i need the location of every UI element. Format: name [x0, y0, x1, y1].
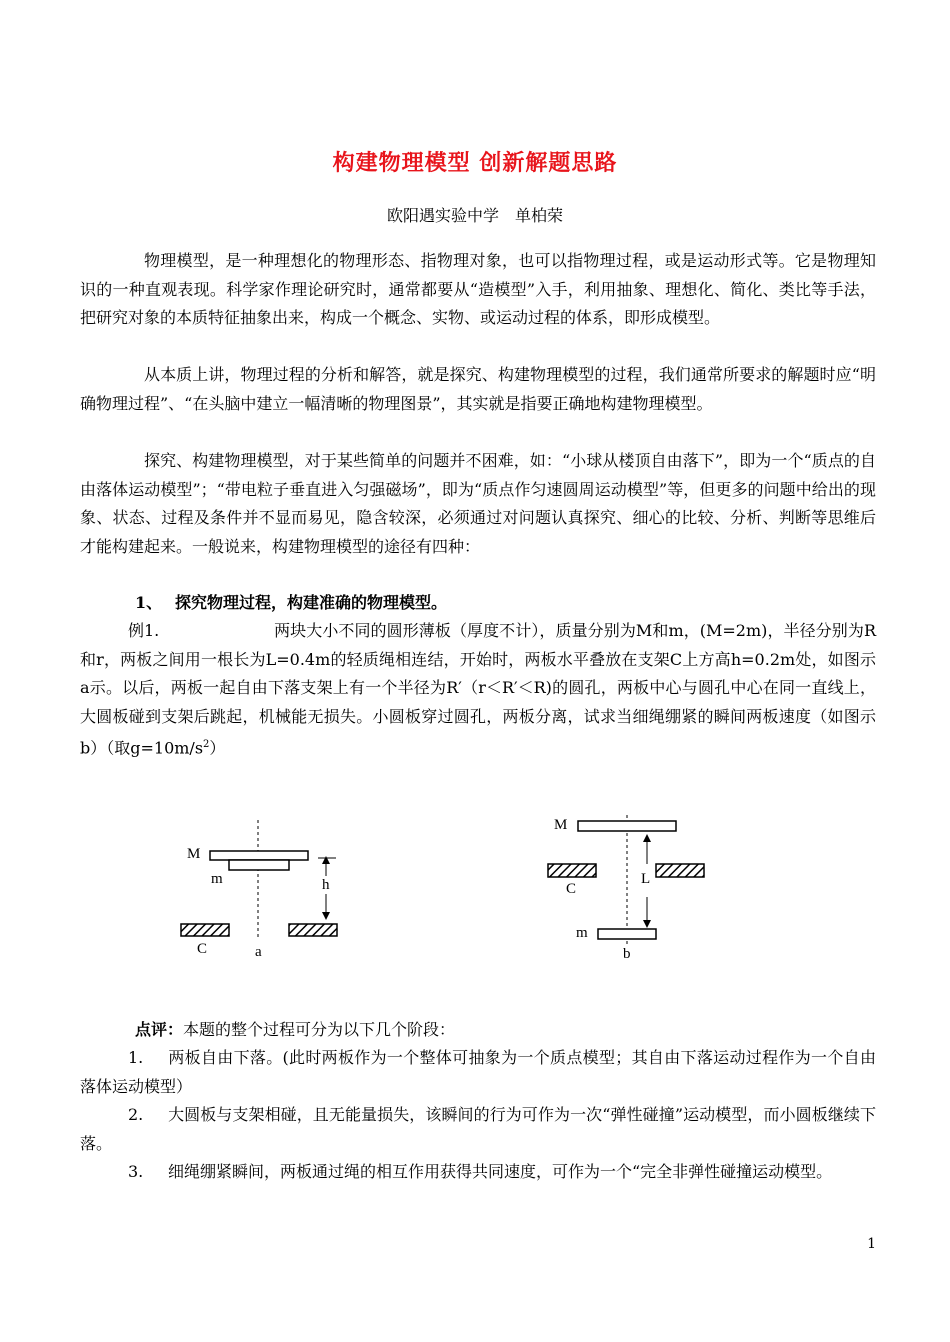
author-line: 欧阳遇实验中学 单柏荣 [386, 206, 563, 225]
comment-item-text: 细绳绷紧瞬间，两板通过绳的相互作用获得共同速度，可作为一个“完全非弹性碰撞运动模型。 [168, 1162, 833, 1181]
label-m-b: m [576, 925, 588, 941]
example-tail: ） [209, 738, 226, 758]
example-text: 两块大小不同的圆形薄板（厚度不计），质量分别为M和m，(M=2m)，半径分别为R和r，两板之间用一根长为L=0.4m的轻质绳相连结，开始时，两板水平叠放在支架C上方高h=0.2m处，如图示a示。以后，两板一起自由下落支架上有一个半径为R′（r＜R′＜R)的圆孔，两板中心与圆孔中心在同一直线上，大圆板碰到支架后跳起，机械能无损失。小圆板穿过圆孔，两板分离，试求当细绳绷紧的瞬间两板速度（如图示b）（取g=10m/s [80, 621, 876, 758]
caption-b: b [623, 946, 631, 962]
comment-item-3 [80, 1158, 876, 1187]
paragraph-1: 物理模型，是一种理想化的物理形态、指物理对象，也可以指物理过程，或是运动形式等。它是物理知识的一种直观表现。科学家作理论研究时，通常都要从“造模型”入手，利用抽象、理想化、简化、类比等手法，把研究对象的本质特征抽象出来，构成一个概念、实物、或运动过程的体系，即形成模型。 [80, 251, 876, 327]
comment-intro-text: 本题的整个过程可分为以下几个阶段： [183, 1020, 456, 1039]
big-plate-M-b [578, 821, 676, 831]
paragraph-3: 探究、构建物理模型，对于某些简单的问题并不困难，如：“小球从楼顶自由落下”，即为一个“质点的自由落体运动模型”；“带电粒子垂直进入匀强磁场”，即为“质点作匀速圆周运动模型”等，但更多的问题中给出的现象、状态、过程及条件并不显而易见，隐含较深，必须通过对问题认真探究、细心的比较、分析、判断等思维后才能构建起来。一般说来，构建物理模型的途径有四种： [80, 451, 876, 556]
section-number: 1、 [135, 593, 163, 612]
caption-a: a [255, 944, 262, 960]
label-h: h [322, 877, 330, 893]
figure-a [181, 820, 337, 960]
big-plate-M [210, 851, 308, 860]
comment-item-number: 2. [128, 1105, 144, 1124]
small-plate-m [229, 860, 289, 870]
support-right-a [289, 924, 337, 936]
support-left-b [548, 864, 596, 877]
example-label: 例1. [128, 621, 160, 640]
comment-item-text: 大圆板与支架相碰，且无能量损失，该瞬间的行为可作为一次“弹性碰撞”运动模型，而小圆板继续下落。 [80, 1105, 876, 1153]
paragraph-2: 从本质上讲，物理过程的分析和解答，就是探究、构建物理模型的过程，我们通常所要求的解题时应“明确物理过程”、“在头脑中建立一幅清晰的物理图景”，其实就是指要正确地构建物理模型。 [80, 365, 876, 413]
section-text: 探究物理过程，构建准确的物理模型。 [175, 593, 448, 612]
support-right-b [656, 864, 704, 877]
comment-item-number: 3. [128, 1162, 144, 1181]
label-C-a: C [197, 941, 208, 957]
label-m-a: m [211, 871, 223, 887]
comment-item-number: 1. [128, 1048, 144, 1067]
support-left-a [181, 924, 229, 936]
comment-item-2 [80, 1101, 876, 1158]
label-M-a: M [187, 846, 201, 862]
comment-item-text: 两板自由下落。(此时两板作为一个整体可抽象为一个质点模型；其自由下落运动过程作为一个自由落体运动模型） [80, 1048, 876, 1096]
label-M-b: M [554, 817, 568, 833]
comment-intro [135, 1016, 876, 1045]
label-C-b: C [566, 881, 577, 897]
page-number: 1 [867, 1236, 876, 1252]
example-superscript: 2 [203, 739, 210, 750]
comment-title: 点评： [135, 1020, 184, 1039]
small-plate-m-b [598, 929, 656, 939]
comment-item-1 [80, 1044, 876, 1101]
page-title: 构建物理模型 创新解题思路 [332, 150, 618, 176]
figure-b [548, 815, 704, 962]
label-L: L [641, 871, 651, 887]
